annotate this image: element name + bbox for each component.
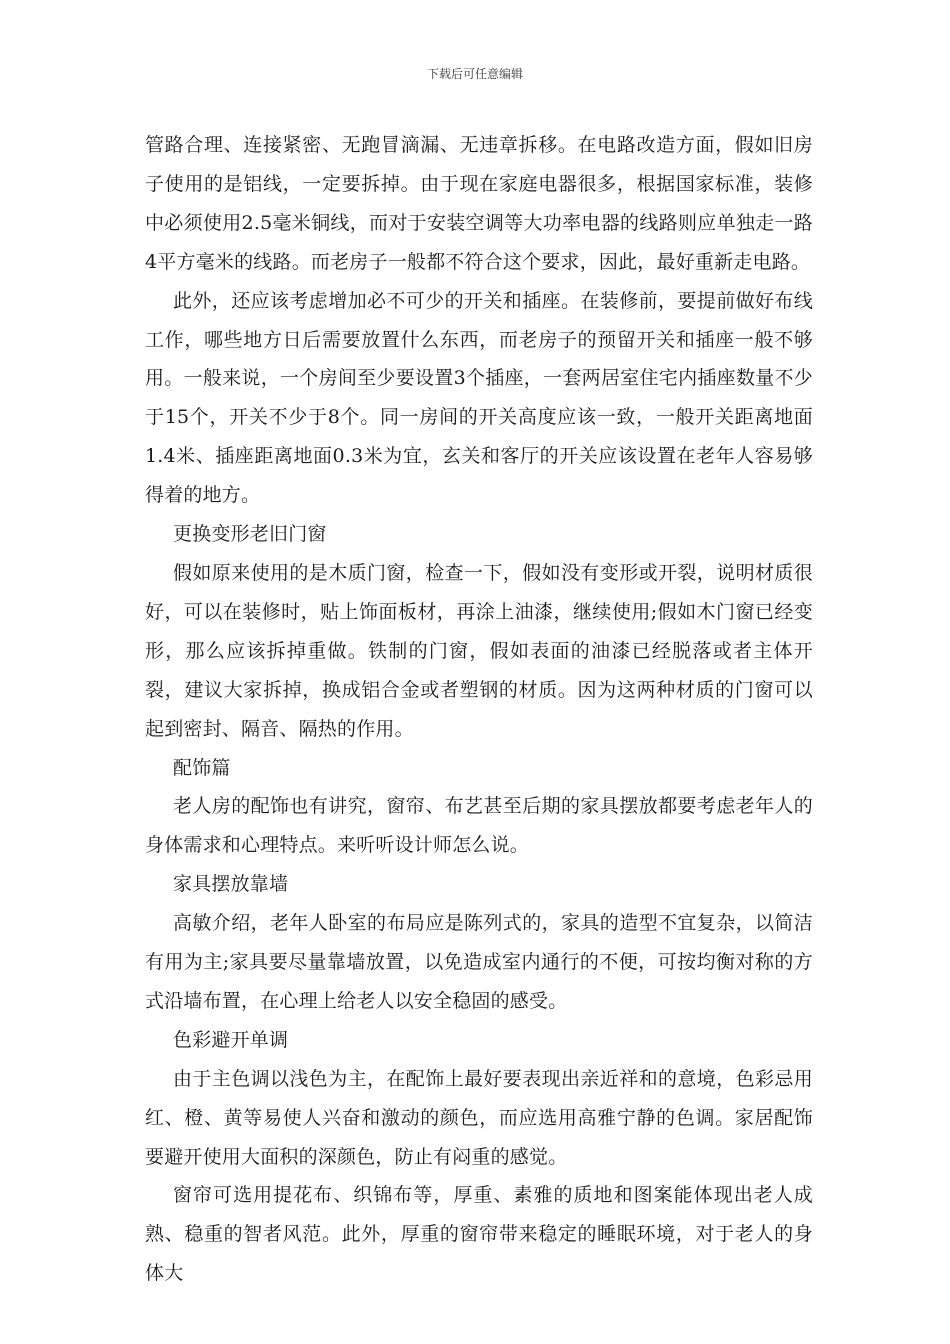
- heading-decor: 配饰篇: [173, 756, 231, 779]
- document-body: [145, 126, 813, 1293]
- heading-color: 色彩避开单调: [173, 1028, 289, 1051]
- paragraph-decor-intro: 老人房的配饰也有讲究，窗帘、布艺甚至后期的家具摆放都要考虑老年人的身体需求和心理特点。来听听设计师怎么说。: [145, 795, 813, 857]
- heading-replace-windows: 更换变形老旧门窗: [173, 523, 327, 546]
- heading-furniture: 家具摆放靠墙: [173, 873, 289, 896]
- paragraph-color: 由于主色调以浅色为主，在配饰上最好要表现出亲近祥和的意境，色彩忌用红、橙、黄等易使人兴奋和激动的颜色，而应选用高雅宁静的色调。家居配饰要避开使用大面积的深颜色，防止有闷重的感觉。: [145, 1067, 813, 1168]
- paragraph-wiring: 管路合理、连接紧密、无跑冒滴漏、无违章拆移。在电路改造方面，假如旧房子使用的是铝线，一定要拆掉。由于现在家庭电器很多，根据国家标准，装修中必须使用2.5毫米铜线，而对于安装空调等大功率电器的线路则应单独走一路4平方毫米的线路。而老房子一般都不符合这个要求，因此，最好重新走电路。: [145, 134, 813, 273]
- paragraph-windows: 假如原来使用的是木质门窗，检查一下，假如没有变形或开裂，说明材质很好，可以在装修时，贴上饰面板材，再涂上油漆，继续使用;假如木门窗已经变形，那么应该拆掉重做。铁制的门窗，假如表面的油漆已经脱落或者主体开裂，建议大家拆掉，换成铝合金或者塑钢的材质。因为这两种材质的门窗可以起到密封、隔音、隔热的作用。: [145, 561, 813, 740]
- paragraph-furniture: 高敏介绍，老年人卧室的布局应是陈列式的，家具的造型不宜复杂，以简洁有用为主;家具要尽量靠墙放置，以免造成室内通行的不便，可按均衡对称的方式沿墙布置，在心理上给老人以安全稳固的感受。: [145, 912, 813, 1012]
- paragraph-switches-sockets: 此外，还应该考虑增加必不可少的开关和插座。在装修前，要提前做好布线工作，哪些地方日后需要放置什么东西，而老房子的预留开关和插座一般不够用。一般来说，一个房间至少要设置3个插座，一套两居室住宅内插座数量不少于15个，开关不少于8个。同一房间的开关高度应该一致，一般开关距离地面1.4米、插座距离地面0.3米为宜，玄关和客厅的开关应该设置在老年人容易够得着的地方。: [145, 289, 813, 507]
- page-header: 下载后可任意编辑: [426, 67, 523, 81]
- paragraph-curtains: 窗帘可选用提花布、织锦布等，厚重、素雅的质地和图案能体现出老人成熟、稳重的智者风范。此外，厚重的窗帘带来稳定的睡眠环境，对于老人的身体大: [145, 1184, 813, 1285]
